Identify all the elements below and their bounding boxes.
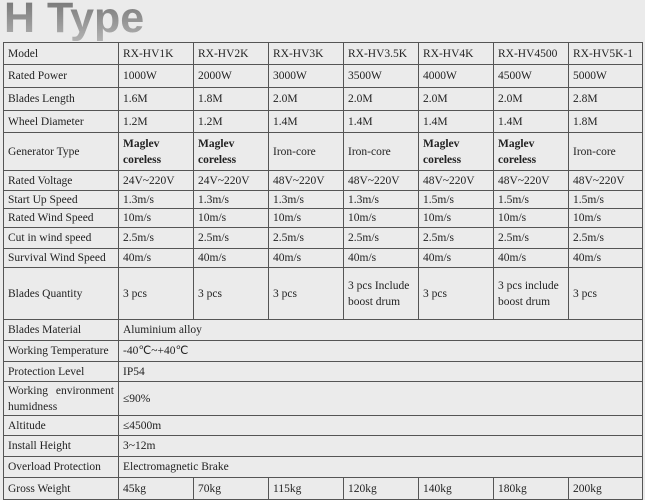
cell-value: 24V~220V [119,171,194,191]
row-label: Protection Level [4,362,119,382]
cell-value: 1.4M [494,111,569,133]
cell-value: 3 pcs Include boost drum [344,268,419,320]
table-row [4,228,643,249]
row-label: Altitude [4,416,119,436]
cell-value: 3 pcs [119,268,194,320]
cell-value: 2000W [194,65,269,88]
cell-value: 3 pcs include boost drum [494,268,569,320]
cell-value: 2.8M [569,88,643,111]
cell-value: -40℃~+40℃ [119,341,643,362]
cell-value: 45kg [119,478,194,500]
row-label: Start Up Speed [4,191,119,209]
page-title: H Type [4,0,144,43]
table-row [4,191,643,209]
cell-value: Iron-core [344,133,419,171]
table-row [4,478,643,500]
cell-value: RX-HV3K [269,43,344,65]
cell-value: 1.8M [194,88,269,111]
table-row [4,416,643,436]
table-row [4,111,643,133]
cell-value: Maglev coreless [119,133,194,171]
cell-value: 40m/s [494,249,569,268]
cell-value: 1.8M [569,111,643,133]
row-label: Rated Wind Speed [4,209,119,228]
cell-value: 48V~220V [269,171,344,191]
cell-value: 1.3m/s [344,191,419,209]
table-row [4,209,643,228]
cell-value: 40m/s [269,249,344,268]
cell-value: 10m/s [494,209,569,228]
cell-value: 40m/s [344,249,419,268]
cell-value: 1.2M [194,111,269,133]
cell-value: RX-HV5K-1 [569,43,643,65]
cell-value: 180kg [494,478,569,500]
cell-value: 2.5m/s [194,228,269,249]
table-row [4,457,643,478]
cell-value: 1.4M [269,111,344,133]
cell-value: 48V~220V [494,171,569,191]
row-label: Gross Weight [4,478,119,500]
cell-value: 1.6M [119,88,194,111]
cell-value: 10m/s [569,209,643,228]
cell-value: IP54 [119,362,643,382]
table-row [4,88,643,111]
cell-value: 3 pcs [194,268,269,320]
row-label: Blades Length [4,88,119,111]
row-label: Model [4,43,119,65]
table-row [4,171,643,191]
cell-value: RX-HV4K [419,43,494,65]
row-label: Rated Power [4,65,119,88]
cell-value: 1000W [119,65,194,88]
cell-value: 3 pcs [569,268,643,320]
cell-value: 4000W [419,65,494,88]
row-label: Generator Type [4,133,119,171]
cell-value: 48V~220V [569,171,643,191]
cell-value: 2.5m/s [494,228,569,249]
cell-value: 40m/s [194,249,269,268]
cell-value: 1.5m/s [569,191,643,209]
table-row [4,436,643,457]
row-label: Working Temperature [4,341,119,362]
cell-value: 5000W [569,65,643,88]
row-label: Survival Wind Speed [4,249,119,268]
cell-value: RX-HV1K [119,43,194,65]
cell-value: 1.4M [419,111,494,133]
cell-value: 10m/s [119,209,194,228]
cell-value: ≤4500m [119,416,643,436]
table-row [4,341,643,362]
cell-value: 1.4M [344,111,419,133]
cell-value: 2.5m/s [569,228,643,249]
row-label: Blades Quantity [4,268,119,320]
table-row [4,382,643,416]
row-label: Working environment humidness [4,382,119,416]
cell-value: 1.2M [119,111,194,133]
cell-value: 1.5m/s [494,191,569,209]
cell-value: 4500W [494,65,569,88]
cell-value: 2.5m/s [419,228,494,249]
cell-value: Iron-core [269,133,344,171]
cell-value: Maglev coreless [194,133,269,171]
cell-value: 3500W [344,65,419,88]
table-row [4,43,643,65]
cell-value: 10m/s [344,209,419,228]
table-row [4,133,643,171]
cell-value: 48V~220V [344,171,419,191]
cell-value: 120kg [344,478,419,500]
row-label: Install Height [4,436,119,457]
cell-value: 3 pcs [269,268,344,320]
cell-value: 40m/s [119,249,194,268]
cell-value: 140kg [419,478,494,500]
cell-value: 2.0M [269,88,344,111]
row-label: Blades Material [4,320,119,341]
cell-value: 2.5m/s [344,228,419,249]
cell-value: Iron-core [569,133,643,171]
cell-value: Aluminium alloy [119,320,643,341]
cell-value: 1.5m/s [419,191,494,209]
table-row [4,320,643,341]
cell-value: 115kg [269,478,344,500]
row-label: Rated Voltage [4,171,119,191]
row-label: Wheel Diameter [4,111,119,133]
spec-table [3,42,643,500]
cell-value: 10m/s [419,209,494,228]
cell-value: 2.5m/s [119,228,194,249]
cell-value: 40m/s [569,249,643,268]
cell-value: Maglev coreless [494,133,569,171]
table-row [4,65,643,88]
cell-value: 24V~220V [194,171,269,191]
row-label: Cut in wind speed [4,228,119,249]
cell-value: 2.0M [344,88,419,111]
cell-value: 1.3m/s [269,191,344,209]
cell-value: RX-HV2K [194,43,269,65]
cell-value: ≤90% [119,382,643,416]
cell-value: 48V~220V [419,171,494,191]
table-row [4,249,643,268]
cell-value: 3 pcs [419,268,494,320]
cell-value: Electromagnetic Brake [119,457,643,478]
cell-value: 10m/s [194,209,269,228]
cell-value: 2.5m/s [269,228,344,249]
cell-value: 2.0M [494,88,569,111]
cell-value: 40m/s [419,249,494,268]
cell-value: RX-HV3.5K [344,43,419,65]
cell-value: Maglev coreless [419,133,494,171]
cell-value: 3~12m [119,436,643,457]
cell-value: 70kg [194,478,269,500]
table-row [4,362,643,382]
cell-value: 2.0M [419,88,494,111]
cell-value: RX-HV4500 [494,43,569,65]
row-label: Overload Protection [4,457,119,478]
table-row [4,268,643,320]
cell-value: 200kg [569,478,643,500]
cell-value: 10m/s [269,209,344,228]
cell-value: 1.3m/s [194,191,269,209]
cell-value: 3000W [269,65,344,88]
cell-value: 1.3m/s [119,191,194,209]
